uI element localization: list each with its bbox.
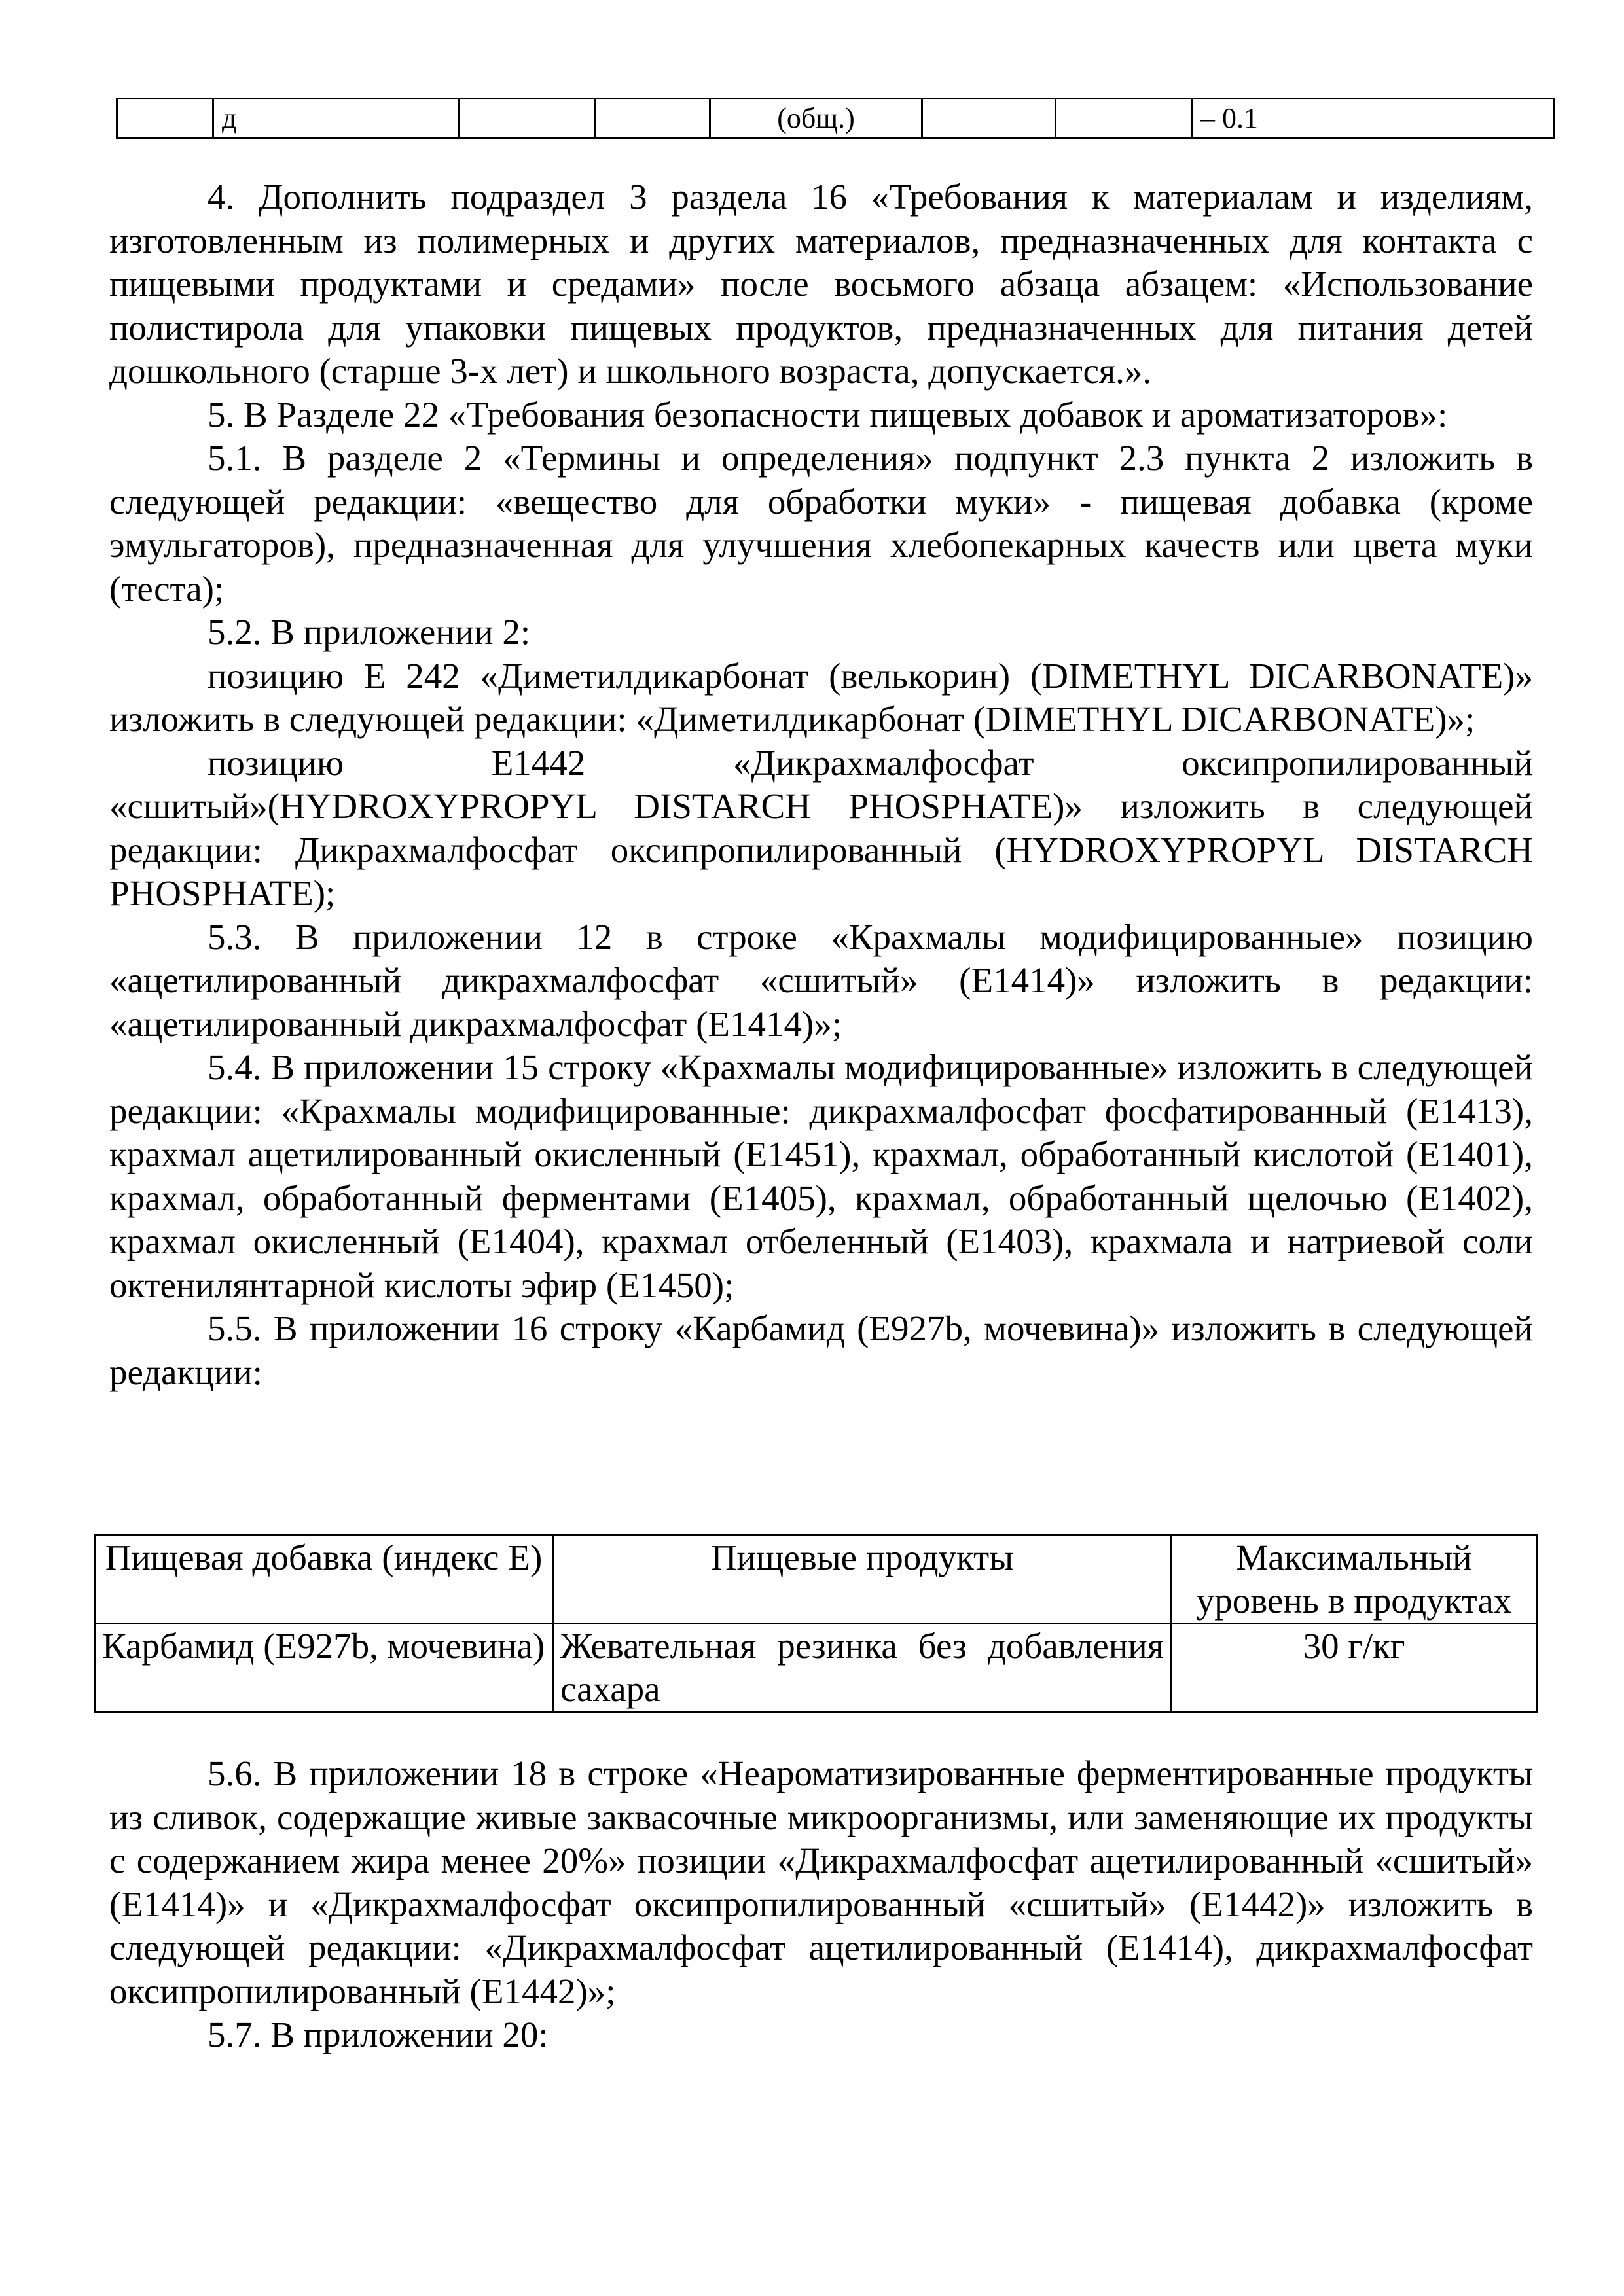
cell-max-level: 30 г/кг — [1172, 1624, 1537, 1712]
cell-products: Жевательная резинка без добавления сахара — [553, 1624, 1172, 1712]
paragraph-5-2: 5.2. В приложении 2: — [208, 612, 531, 652]
column-header-products: Пищевые продукты — [553, 1535, 1172, 1624]
table-cell — [460, 99, 596, 139]
cell-additive: Карбамид (Е927b, мочевина) — [95, 1624, 553, 1712]
paragraph-5-5: 5.5. В приложении 16 строку «Карбамид (Е927b, мочевина)» изложить в следующей редакции: — [109, 1308, 1533, 1392]
paragraph-5-2-e242: позицию Е 242 «Диметилдикарбонат (велькорин) (DIMETHYL DICARBONATE)» изложить в следующей редакции: «Диметилдикарбонат (DIMETHYL DICARBONATE)»; — [109, 655, 1533, 739]
table-cell: – 0.1 — [1192, 99, 1554, 139]
amendment-text-block-2 — [109, 1752, 1533, 2057]
table-row — [117, 99, 1559, 139]
paragraph-5: 5. В Разделе 22 «Требования безопасности пищевых добавок и ароматизаторов»: — [208, 394, 1448, 435]
table-cell — [117, 99, 213, 139]
paragraph-4: 4. Дополнить подраздел 3 раздела 16 «Требования к материалам и изделиям, изготовленным из полимерных и других материалов, предназначенных для контакта с пищевыми продуктами и средами» после восьмого абзаца абзацем: «Использование полистирола для упаковки пищевых продуктов, предназначенных для питания детей дошкольного (старше 3-х лет) и школьного возраста, допускается.». — [109, 177, 1533, 391]
table-cell — [922, 99, 1056, 139]
table-cell — [1554, 99, 1559, 139]
table-cell: (общ.) — [710, 99, 922, 139]
table-row — [95, 1624, 1537, 1712]
paragraph-5-7: 5.7. В приложении 20: — [208, 2015, 549, 2054]
table-cell: д — [213, 99, 460, 139]
continued-table-fragment — [116, 98, 1559, 139]
column-header-max-level: Максимальный уровень в продуктах — [1172, 1535, 1537, 1624]
paragraph-5-3: 5.3. В приложении 12 в строке «Крахмалы модифицированные» позицию «ацетилированный дикрахмалфосфат «сшитый» (Е1414)» изложить в редакции: «ацетилированный дикрахмалфосфат (Е1414)»; — [109, 916, 1533, 1044]
additive-table — [94, 1534, 1538, 1713]
amendment-text-block-1 — [109, 175, 1533, 1394]
table-cell — [596, 99, 710, 139]
paragraph-5-2-e1442: позицию Е1442 «Дикрахмалфосфат оксипропилированный «сшитый»(HYDROXYPROPYL DISTARCH PHOSPHATE)» изложить в следующей редакции: Дикрахмалфосфат оксипропилированный (HYDROXYPROPYL DISTARCH PHOSPHATE); — [109, 742, 1533, 913]
table-header-row — [95, 1535, 1537, 1624]
column-header-additive: Пищевая добавка (индекс Е) — [95, 1535, 553, 1624]
paragraph-5-4: 5.4. В приложении 15 строку «Крахмалы модифицированные» изложить в следующей редакции: «Крахмалы модифицированные: дикрахмалфосфат фосфатированный (Е1413), крахмал ацетилированный окисленный (Е1451), крахмал, обработанный кислотой (Е1401), крахмал, обработанный ферментами (Е1405), крахмал, обработанный щелочью (Е1402), крахмал окисленный (Е1404), крахмал отбеленный (Е1403), крахмала и натриевой соли октенилянтарной кислоты эфир (Е1450); — [109, 1047, 1533, 1305]
paragraph-5-1: 5.1. В разделе 2 «Термины и определения» подпункт 2.3 пункта 2 изложить в следующей редакции: «вещество для обработки муки» - пищевая добавка (кроме эмульгаторов), предназначенная для улучшения хлебопекарных качеств или цвета муки (теста); — [109, 438, 1533, 609]
table-cell — [1056, 99, 1192, 139]
paragraph-5-6: 5.6. В приложении 18 в строке «Неароматизированные ферментированные продукты из сливок, содержащие живые заквасочные микроорганизмы, или заменяющие их продукты с содержанием жира менее 20%» позиции «Дикрахмалфосфат ацетилированный «сшитый» (Е1414)» и «Дикрахмалфосфат оксипропилированный «сшитый» (Е1442)» изложить в следующей редакции: «Дикрахмалфосфат ацетилированный (Е1414), дикрахмалфосфат оксипропилированный (Е1442)»; — [109, 1753, 1533, 2011]
